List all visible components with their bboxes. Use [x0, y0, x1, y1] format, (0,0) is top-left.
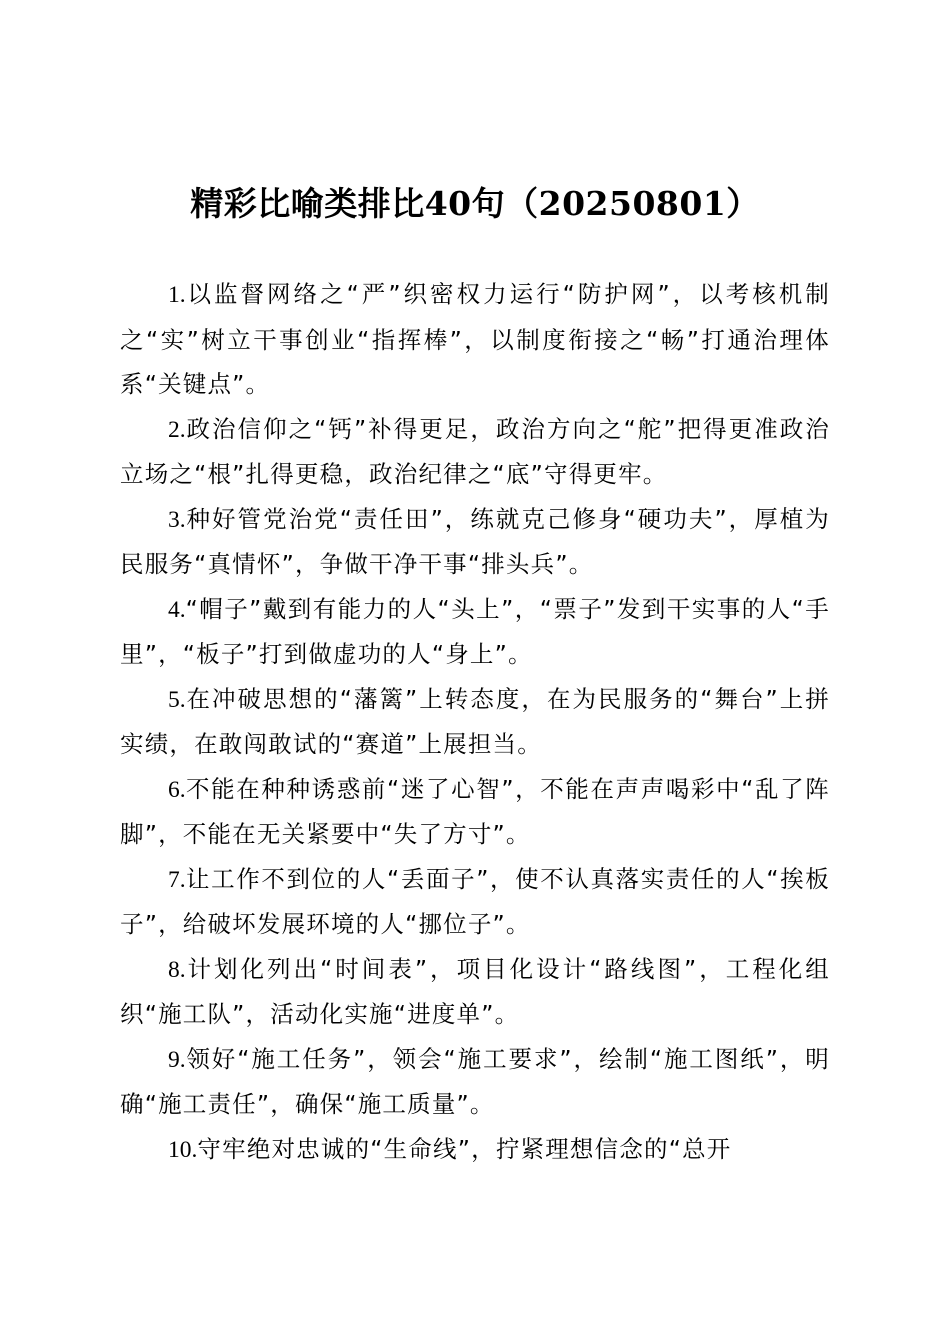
- paragraph-text: 领好“施工任务”，领会“施工要求”，绘制“施工图纸”，明确“施工责任”，确保“施工质量”。: [120, 1044, 830, 1118]
- paragraph-9: [120, 1037, 830, 1127]
- paragraph-number: 5.: [168, 686, 186, 713]
- paragraph-4: [120, 587, 830, 677]
- paragraph-text: 政治信仰之“钙”补得更足，政治方向之“舵”把得更准政治立场之“根”扎得更稳，政治纪律之“底”守得更牢。: [120, 414, 830, 488]
- paragraph-number: 9.: [168, 1046, 186, 1073]
- paragraph-8: [120, 947, 830, 1037]
- paragraph-text: 让工作不到位的人“丢面子”，使不认真落实责任的人“挨板子”，给破坏发展环境的人“挪位子”。: [120, 864, 830, 938]
- paragraph-number: 10.: [168, 1136, 198, 1163]
- paragraph-text: 不能在种种诱惑前“迷了心智”，不能在声声喝彩中“乱了阵脚”，不能在无关紧要中“失了方寸”。: [120, 774, 830, 848]
- paragraph-text: 计划化列出“时间表”，项目化设计“路线图”，工程化组织“施工队”，活动化实施“进度单”。: [120, 954, 830, 1028]
- paragraph-5: [120, 677, 830, 767]
- document-body: [120, 272, 830, 1172]
- paragraph-number: 8.: [168, 956, 186, 983]
- paragraph-1: [120, 272, 830, 407]
- paragraph-text: 在冲破思想的“藩篱”上转态度，在为民服务的“舞台”上拼实绩，在敢闯敢试的“赛道”上展担当。: [120, 684, 830, 758]
- paragraph-number: 2.: [168, 416, 186, 443]
- paragraph-7: [120, 857, 830, 947]
- paragraph-number: 4.: [168, 596, 186, 623]
- paragraph-10: [120, 1127, 830, 1173]
- paragraph-number: 1.: [168, 282, 186, 308]
- paragraph-number: 6.: [168, 776, 186, 803]
- paragraph-text: “帽子”戴到有能力的人“头上”，“票子”发到干实事的人“手里”，“板子”打到做虚功的人“身上”。: [120, 594, 830, 668]
- paragraph-text: 以监督网络之“严”织密权力运行“防护网”，以考核机制之“实”树立干事创业“指挥棒”，以制度衔接之“畅”打通治理体系“关键点”。: [120, 280, 830, 398]
- paragraph-2: [120, 407, 830, 497]
- paragraph-6: [120, 767, 830, 857]
- document-title: 精彩比喻类排比40句（20250801）: [190, 184, 760, 223]
- paragraph-text: 种好管党治党“责任田”，练就克己修身“硬功夫”，厚植为民服务“真情怀”，争做干净干事“排头兵”。: [120, 504, 830, 578]
- paragraph-number: 7.: [168, 866, 186, 893]
- paragraph-number: 3.: [168, 506, 186, 533]
- paragraph-3: [120, 497, 830, 587]
- paragraph-text: 守牢绝对忠诚的“生命线”，拧紧理想信念的“总开: [197, 1134, 732, 1163]
